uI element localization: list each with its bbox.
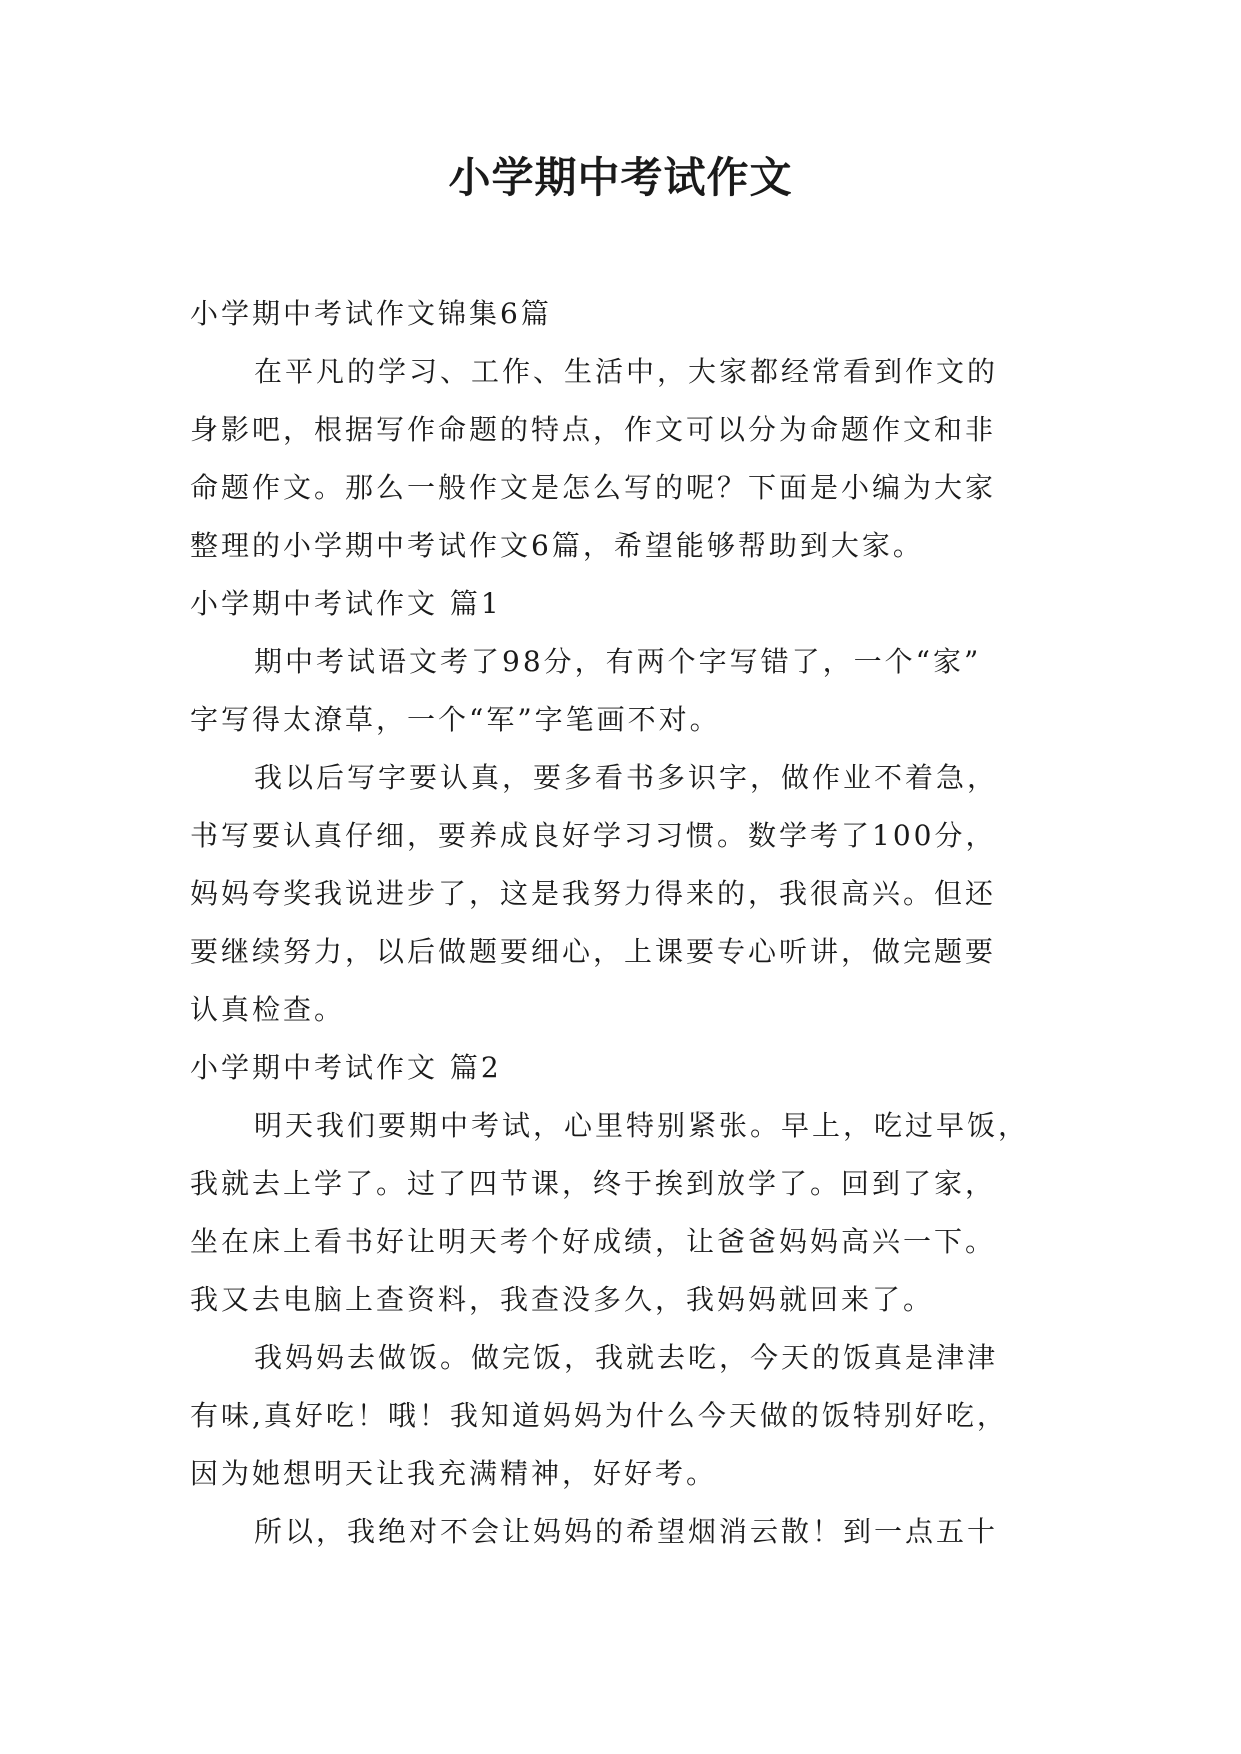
section-2	[190, 1039, 1052, 1561]
section-heading: 小学期中考试作文 篇2	[190, 1051, 502, 1084]
text-line: 身影吧，根据写作命题的特点，作文可以分为命题作文和非	[190, 413, 997, 446]
text-line: 要继续努力，以后做题要细心，上课要专心听讲，做完题要	[190, 935, 997, 968]
document-body	[190, 285, 1052, 1561]
paragraph	[190, 1503, 1052, 1561]
section-heading: 小学期中考试作文 篇1	[190, 587, 502, 620]
text-line: 认真检查。	[190, 993, 346, 1026]
text-line: 明天我们要期中考试，心里特别紧张。早上，吃过早饭，	[254, 1109, 1030, 1142]
text-line: 我以后写字要认真，要多看书多识字，做作业不着急，	[254, 761, 999, 794]
document-subtitle: 小学期中考试作文锦集6篇	[190, 297, 552, 330]
text-line: 因为她想明天让我充满精神，好好考。	[190, 1457, 718, 1490]
text-line: 期中考试语文考了98分，有两个字写错了，一个“家”	[254, 645, 982, 678]
text-line: 我妈妈去做饭。做完饭，我就去吃，今天的饭真是津津	[254, 1341, 999, 1374]
document-title: 小学期中考试作文	[448, 153, 793, 202]
text-line: 所以，我绝对不会让妈妈的希望烟消云散！到一点五十	[254, 1515, 999, 1548]
text-line: 我又去电脑上查资料，我查没多久，我妈妈就回来了。	[190, 1283, 935, 1316]
paragraph	[190, 633, 1052, 749]
text-line: 在平凡的学习、工作、生活中，大家都经常看到作文的	[254, 355, 999, 388]
paragraph	[190, 1329, 1052, 1503]
text-line: 字写得太潦草，一个“军”字笔画不对。	[190, 703, 721, 736]
text-line: 我就去上学了。过了四节课，终于挨到放学了。回到了家，	[190, 1167, 997, 1200]
paragraph	[190, 1097, 1052, 1329]
section-1	[190, 575, 1052, 1039]
text-line: 有味,真好吃！哦！我知道妈妈为什么今天做的饭特别好吃，	[190, 1399, 1008, 1432]
text-line: 书写要认真仔细，要养成良好学习习惯。数学考了100分，	[190, 819, 997, 852]
text-line: 整理的小学期中考试作文6篇，希望能够帮助到大家。	[190, 529, 924, 562]
intro-paragraph	[190, 343, 1052, 575]
text-line: 命题作文。那么一般作文是怎么写的呢？下面是小编为大家	[190, 471, 997, 504]
text-line: 坐在床上看书好让明天考个好成绩，让爸爸妈妈高兴一下。	[190, 1225, 997, 1258]
paragraph	[190, 749, 1052, 1039]
text-line: 妈妈夸奖我说进步了，这是我努力得来的，我很高兴。但还	[190, 877, 997, 910]
